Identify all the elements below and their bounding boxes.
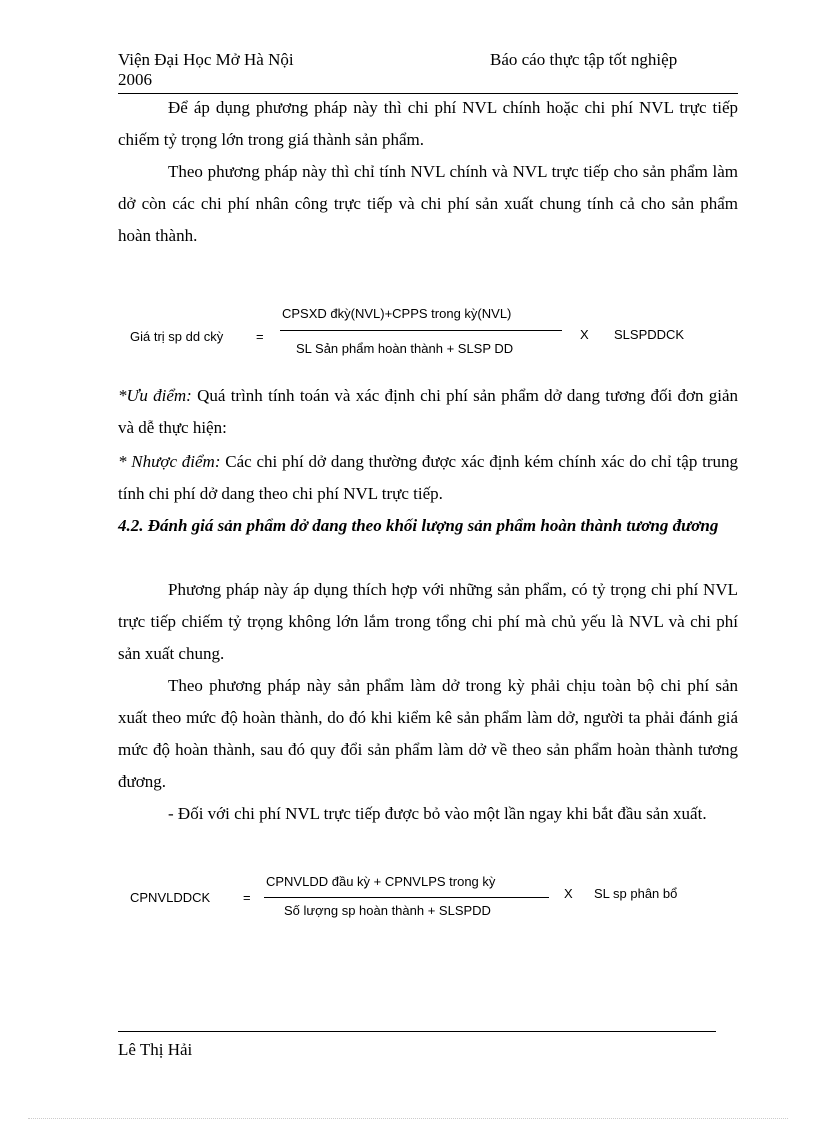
- formula-2-fraction-bar: [264, 897, 549, 898]
- formula-1-rhs: SLSPDDCK: [614, 327, 685, 342]
- header-year: 2006: [118, 70, 152, 89]
- header-institute: [118, 50, 294, 90]
- formula-2-denominator: Số lượng sp hoàn thành + SLSPDD: [284, 903, 491, 918]
- section-heading: 4.2. Đánh giá sản phẩm dở dang theo khối lượng sản phẩm hoàn thành tương đương: [118, 516, 719, 535]
- footer-rule: [118, 1031, 716, 1032]
- formula-1-denominator: SL Sản phẩm hoàn thành + SLSP DD: [296, 341, 514, 356]
- formula-1-equals: =: [256, 329, 264, 344]
- disadvantages-label: * Nhược điểm:: [118, 452, 221, 471]
- formula-1-lhs: Giá trị sp dd ckỳ: [130, 329, 224, 344]
- header-report-title: Báo cáo thực tập tốt nghiệp: [490, 50, 678, 69]
- formula-1-numerator: CPSXD đkỳ(NVL)+CPPS trong kỳ(NVL): [282, 306, 512, 321]
- formula-1-fraction-bar: [280, 330, 562, 331]
- advantages-paragraph: [118, 380, 738, 444]
- formula-2-numerator: CPNVLDD đầu kỳ + CPNVLPS trong kỳ: [266, 874, 496, 889]
- paragraph-2: Theo phương pháp này thì chỉ tính NVL chính và NVL trực tiếp cho sản phẩm làm dở còn các chi phí nhân công trực tiếp và chi phí sản xuất chung tính cả cho sản phẩm hoàn thành.: [118, 162, 738, 245]
- formula-2-lhs: CPNVLDDCK: [130, 890, 211, 905]
- disadvantages-paragraph: [118, 446, 738, 510]
- formula-2-times: X: [564, 886, 573, 901]
- formula-1-times: X: [580, 327, 589, 342]
- institute-name: Viện Đại Học Mở Hà Nội: [118, 50, 294, 69]
- advantages-text: Quá trình tính toán và xác định chi phí sản phẩm dở dang tương đối đơn giản và dễ thực hiện:: [118, 386, 738, 437]
- paragraph-5: - Đối với chi phí NVL trực tiếp được bỏ vào một lần ngay khi bắt đầu sản xuất.: [168, 804, 707, 823]
- disadvantages-text: Các chi phí dở dang thường được xác định kém chính xác do chỉ tập trung tính chi phí dở dang theo chi phí NVL trực tiếp.: [118, 452, 738, 503]
- advantages-label: *Ưu điểm:: [118, 386, 192, 405]
- page-edge-dotted-line: [28, 1118, 788, 1119]
- author-name: Lê Thị Hải: [118, 1040, 193, 1059]
- formula-2-equals: =: [243, 890, 251, 905]
- paragraph-1: Để áp dụng phương pháp này thì chi phí NVL chính hoặc chi phí NVL trực tiếp chiếm tỷ trọng lớn trong giá thành sản phẩm.: [118, 98, 738, 149]
- paragraph-4: Theo phương pháp này sản phẩm làm dở trong kỳ phải chịu toàn bộ chi phí sản xuất theo mức độ hoàn thành, do đó khi kiểm kê sản phẩm làm dở, người ta phải đánh giá mức độ hoàn thành, sau đó quy đổi sản phẩm làm dở về theo sản phẩm hoàn thành tương đương.: [118, 676, 738, 791]
- formula-2-rhs: SL sp phân bổ: [594, 886, 678, 901]
- paragraph-3: Phương pháp này áp dụng thích hợp với những sản phẩm, có tỷ trọng chi phí NVL trực tiếp chiếm tỷ trọng không lớn lắm trong tổng chi phí mà chủ yếu là NVL và chi phí sản xuất chung.: [118, 580, 738, 663]
